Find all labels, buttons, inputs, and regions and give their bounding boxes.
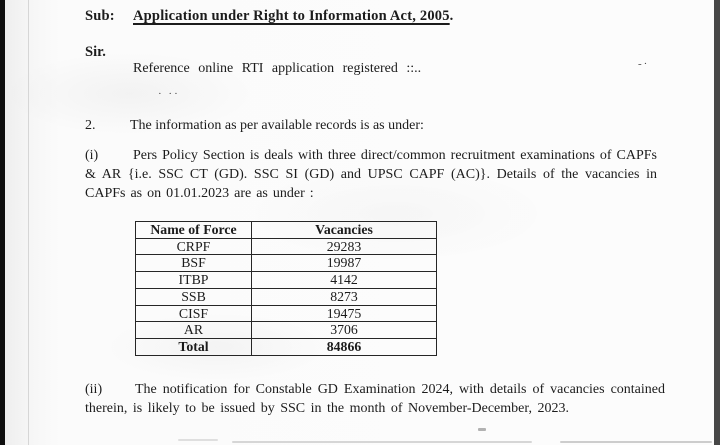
total-value: 84866: [252, 338, 437, 355]
column-header-vacancies: Vacancies: [252, 222, 437, 239]
table-header-row: [136, 222, 437, 239]
scan-smudge: [560, 441, 712, 443]
vacancy-count: 29283: [252, 238, 437, 255]
scan-smudge: [232, 441, 532, 443]
table-row: [136, 288, 437, 305]
table-row: [136, 305, 437, 322]
force-name: ITBP: [136, 272, 252, 289]
subject-text: Application under Right to Information Act, 2005: [133, 8, 450, 24]
item-ii-paragraph: [85, 380, 665, 418]
item-ii-text: The notification for Constable GD Examination 2024, with details of vacancies contained therein, is likely to be issued by SSC in the month of November-December, 2023.: [85, 382, 665, 416]
vacancies-table: [135, 221, 437, 356]
force-name: BSF: [136, 255, 252, 272]
reference-line: Reference online RTI application registered ::..: [133, 61, 422, 76]
vacancy-count: 4142: [252, 272, 437, 289]
page-fold-line: [28, 0, 29, 445]
scan-artifact-dots: · ··: [158, 88, 180, 100]
table-row: [136, 322, 437, 339]
force-name: CRPF: [136, 238, 252, 255]
paragraph-2-number: 2.: [85, 118, 96, 133]
scan-left-edge: [0, 0, 5, 445]
vacancy-count: 8273: [252, 288, 437, 305]
salutation: Sir.: [85, 44, 106, 60]
scan-right-edge: [714, 0, 720, 445]
table-row: [136, 238, 437, 255]
paragraph-2: [85, 116, 660, 135]
vacancy-count: 19987: [252, 255, 437, 272]
table-row: [136, 272, 437, 289]
paragraph-2-text: The information as per available records is as under:: [130, 118, 424, 133]
item-i-paragraph: [85, 146, 657, 203]
table-row: [136, 255, 437, 272]
vacancy-count: 19475: [252, 305, 437, 322]
subject-period: .: [449, 8, 454, 24]
force-name: SSB: [136, 288, 252, 305]
subject-line: [85, 8, 454, 25]
item-i-text: Pers Policy Section is deals with three direct/common recruitment examinations of CAPFs & AR {i.e. SSC CT (GD). SSC SI (GD) and UPSC CAPF (AC)}. Details of the vacancies in CAPFs as on 01.01.2023 are as under :: [85, 148, 657, 201]
scan-smudge: [178, 439, 218, 441]
vacancy-count: 3706: [252, 322, 437, 339]
item-ii-number: (ii): [85, 382, 103, 397]
force-name: CISF: [136, 305, 252, 322]
item-i-number: (i): [85, 148, 99, 163]
force-name: AR: [136, 322, 252, 339]
total-label: Total: [136, 338, 252, 355]
column-header-name-of-force: Name of Force: [136, 222, 252, 239]
table-total-row: [136, 338, 437, 355]
subject-label: Sub:: [85, 8, 115, 24]
scan-artifact-dots: -·: [638, 58, 650, 70]
scan-smudge: [478, 428, 486, 431]
